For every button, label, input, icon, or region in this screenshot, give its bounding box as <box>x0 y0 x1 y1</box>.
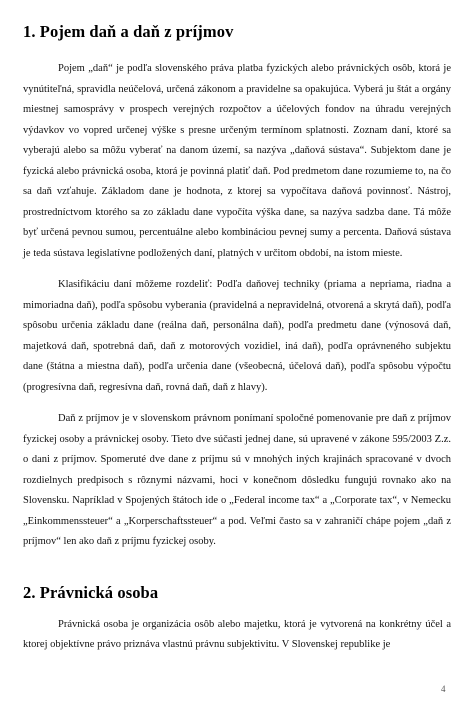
page-number: 4 <box>441 684 446 694</box>
page-content <box>23 22 451 667</box>
section-1-heading: 1. Pojem daň a daň z príjmov <box>23 22 234 41</box>
section-1-paragraph-2: Klasifikáciu daní môžeme rozdeliť: Podľa daňovej techniky (priama a nepriama, riadna a mimoriadna daň), podľa spôsobu vyberania (pravidelná a nepravidelná, otvorená a skrytá daň), podľa spôsobu určenia základu dane (reálna daň, personálna daň), podľa predmetu dane (výnosová daň, majetková daň, spotrebná daň, daň z motorových vozidiel, iná daň), podľa oprávneného subjektu dane (štátna a miestna daň), podľa určenia dane (všeobecná, účelová daň), podľa spôsobu výpočtu (progresívna daň, regresívna daň, rovná daň, daň z hlavy). <box>23 279 451 393</box>
section-1-paragraph-1: Pojem „daň“ je podľa slovenského práva platba fyzických alebo právnických osôb, ktorá je vynútiteľná, spravidla neúčelová, určená zákonom a pravidelne sa opakujúca. Vyberá ju štát a orgány miestnej samosprávy v prospech verejných rozpočtov a účelových fondov na úhradu verejných výdavkov vo vopred určenej výške s presne určeným termínom splatnosti. Zoznam daní, ktoré sa vyberajú alebo sa môžu vyberať na danom území, sa nazýva „daňová sústava“. Subjektom dane je fyzická alebo právnická osoba, ktorá je povinná platiť daň. Pod predmetom dane rozumieme to, na čo sa daň vzťahuje. Základom dane je hodnota, z ktorej sa vypočítava daňová povinnosť. Nástroj, prostredníctvom ktorého sa zo základu dane vypočíta výška dane, sa nazýva sadzba dane. Tá môže byť určená pevnou sumou, percentuálne alebo kombináciou pevnej sumy a percenta. Daňová sústava je teda sústava legislatívne podložených daní, platných v určitom období, na istom mieste. <box>23 63 451 259</box>
section-2-heading: 2. Právnická osoba <box>23 582 159 602</box>
section-1-paragraph-3: Daň z príjmov je v slovenskom právnom ponímaní spoločné pomenovanie pre daň z príjmov fyzickej osoby a právnickej osoby. Tieto dve súčasti jednej dane, sú upravené v zákone 595/2003 Z.z. o dani z príjmov. Spomeruté dve dane z príjmu sú v mnohých iných krajinách spracované v dvoch rozdielnych predpisoch s rôznymi názvami, hoci v konečnom dôsledku fungujú rovnako ako na Slovensku. Napríklad v Spojených štátoch ide o „Federal income tax“ a „Corporate tax“, v Nemecku „Einkommenssteuer“ a „Korperschaftssteuer“ a pod. Veľmi často sa v zahraničí chápe pojem „daň z príjmov“ len ako daň z príjmu fyzickej osoby. <box>23 413 451 547</box>
section-2-paragraph-1: Právnická osoba je organizácia osôb alebo majetku, ktorá je vytvorená na konkrétny účel a ktorej objektívne právo priznáva vlastnú právnu subjektivitu. V Slovenskej republike je <box>23 618 451 650</box>
